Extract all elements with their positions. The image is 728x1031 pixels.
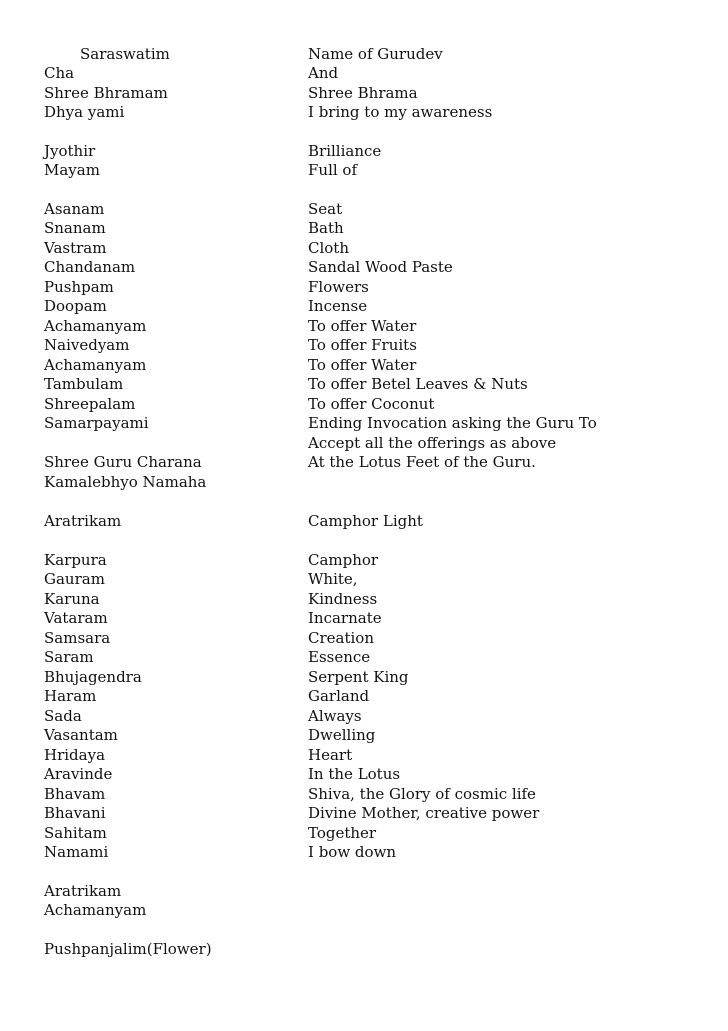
- meaning: Flowers: [308, 278, 369, 296]
- glossary-row: [44, 102, 664, 122]
- meaning: Incense: [308, 297, 368, 315]
- meaning: Sandal Wood Paste: [308, 258, 453, 276]
- meaning: Creation: [308, 629, 374, 647]
- term: Achamanyam: [44, 317, 147, 335]
- term: Samarpayami: [44, 414, 149, 432]
- term: Sada: [44, 707, 82, 725]
- meaning: To offer Water: [308, 356, 417, 374]
- glossary-row: [44, 141, 664, 161]
- glossary-row: [44, 628, 664, 648]
- term: Doopam: [44, 297, 107, 315]
- glossary-row: [44, 569, 664, 589]
- term: Chandanam: [44, 258, 136, 276]
- glossary-row: [44, 842, 664, 862]
- glossary-row: [44, 238, 664, 258]
- glossary-row: [44, 44, 664, 64]
- term: Bhujagendra: [44, 668, 142, 686]
- glossary-row: [44, 63, 664, 83]
- glossary-row: [44, 277, 664, 297]
- term: Jyothir: [44, 142, 96, 160]
- meaning: At the Lotus Feet of the Guru.: [308, 453, 536, 471]
- glossary-row: [44, 823, 664, 843]
- term: Karpura: [44, 551, 107, 569]
- meaning: To offer Fruits: [308, 336, 417, 354]
- meaning: Seat: [308, 200, 343, 218]
- term: Asanam: [44, 200, 105, 218]
- term: Saram: [44, 648, 94, 666]
- glossary-row: [44, 160, 664, 180]
- meaning: Cloth: [308, 239, 349, 257]
- term: Hridaya: [44, 746, 106, 764]
- glossary-row: [44, 511, 664, 531]
- term: Namami: [44, 843, 109, 861]
- meaning: Divine Mother, creative power: [308, 804, 540, 822]
- glossary-row: [44, 589, 664, 609]
- term: Aravinde: [44, 765, 113, 783]
- glossary-row: [44, 647, 664, 667]
- term: Dhya yami: [44, 103, 125, 121]
- meaning: Essence: [308, 648, 371, 666]
- term: Pushpam: [44, 278, 114, 296]
- glossary-row: [44, 199, 664, 219]
- term: Vataram: [44, 609, 108, 627]
- term: Samsara: [44, 629, 111, 647]
- glossary-row: [44, 939, 664, 959]
- glossary-row: [44, 764, 664, 784]
- meaning: Shree Bhrama: [308, 84, 418, 102]
- glossary-row: [44, 608, 664, 628]
- meaning: Serpent King: [308, 668, 409, 686]
- term: Snanam: [44, 219, 106, 237]
- meaning: Dwelling: [308, 726, 376, 744]
- term: Pushpanjalim(Flower): [44, 940, 212, 958]
- term: Saraswatim: [80, 45, 170, 63]
- glossary-row: [44, 725, 664, 745]
- glossary-row: [44, 355, 664, 375]
- meaning: Accept all the offerings as above: [308, 434, 557, 452]
- glossary-row: [44, 316, 664, 336]
- term: Shree Guru Charana: [44, 453, 202, 471]
- meaning: Together: [308, 824, 377, 842]
- glossary-row: [44, 803, 664, 823]
- term: Haram: [44, 687, 97, 705]
- meaning: Heart: [308, 746, 353, 764]
- glossary-row: [44, 257, 664, 277]
- glossary-row: [44, 706, 664, 726]
- glossary-row: [44, 881, 664, 901]
- term: Cha: [44, 64, 75, 82]
- term: Vastram: [44, 239, 107, 257]
- meaning: To offer Betel Leaves & Nuts: [308, 375, 528, 393]
- glossary-row: [44, 900, 664, 920]
- meaning: And: [308, 64, 339, 82]
- meaning: In the Lotus: [308, 765, 401, 783]
- term: Vasantam: [44, 726, 118, 744]
- glossary-row: [44, 413, 664, 433]
- meaning: I bring to my awareness: [308, 103, 493, 121]
- term: Achamanyam: [44, 356, 147, 374]
- meaning: To offer Water: [308, 317, 417, 335]
- term: Shree Bhramam: [44, 84, 168, 102]
- glossary-row: [44, 472, 664, 492]
- term: Gauram: [44, 570, 105, 588]
- meaning: Garland: [308, 687, 370, 705]
- term: Mayam: [44, 161, 100, 179]
- term: Karuna: [44, 590, 100, 608]
- meaning: I bow down: [308, 843, 397, 861]
- meaning: Camphor Light: [308, 512, 423, 530]
- glossary-row: [44, 452, 664, 472]
- glossary-row: [44, 550, 664, 570]
- term: Shreepalam: [44, 395, 136, 413]
- glossary-row: [44, 784, 664, 804]
- term: Bhavani: [44, 804, 106, 822]
- term: Naivedyam: [44, 336, 130, 354]
- glossary-row: [44, 433, 664, 453]
- term: Aratrikam: [44, 512, 122, 530]
- glossary-row: [44, 335, 664, 355]
- glossary-row: [44, 745, 664, 765]
- meaning: Ending Invocation asking the Guru To: [308, 414, 597, 432]
- meaning: Name of Gurudev: [308, 45, 443, 63]
- meaning: Shiva, the Glory of cosmic life: [308, 785, 536, 803]
- glossary-row: [44, 83, 664, 103]
- meaning: White,: [308, 570, 358, 588]
- term: Bhavam: [44, 785, 106, 803]
- meaning: Camphor: [308, 551, 379, 569]
- glossary-row: [44, 667, 664, 687]
- term: Kamalebhyo Namaha: [44, 473, 207, 491]
- term: Achamanyam: [44, 901, 147, 919]
- meaning: Kindness: [308, 590, 378, 608]
- meaning: Always: [308, 707, 362, 725]
- meaning: To offer Coconut: [308, 395, 435, 413]
- meaning: Bath: [308, 219, 344, 237]
- glossary-row: [44, 394, 664, 414]
- meaning: Full of: [308, 161, 358, 179]
- meaning: Brilliance: [308, 142, 382, 160]
- term: Aratrikam: [44, 882, 122, 900]
- glossary-row: [44, 686, 664, 706]
- glossary-row: [44, 296, 664, 316]
- glossary-row: [44, 218, 664, 238]
- meaning: Incarnate: [308, 609, 382, 627]
- term: Sahitam: [44, 824, 107, 842]
- glossary-row: [44, 374, 664, 394]
- term: Tambulam: [44, 375, 124, 393]
